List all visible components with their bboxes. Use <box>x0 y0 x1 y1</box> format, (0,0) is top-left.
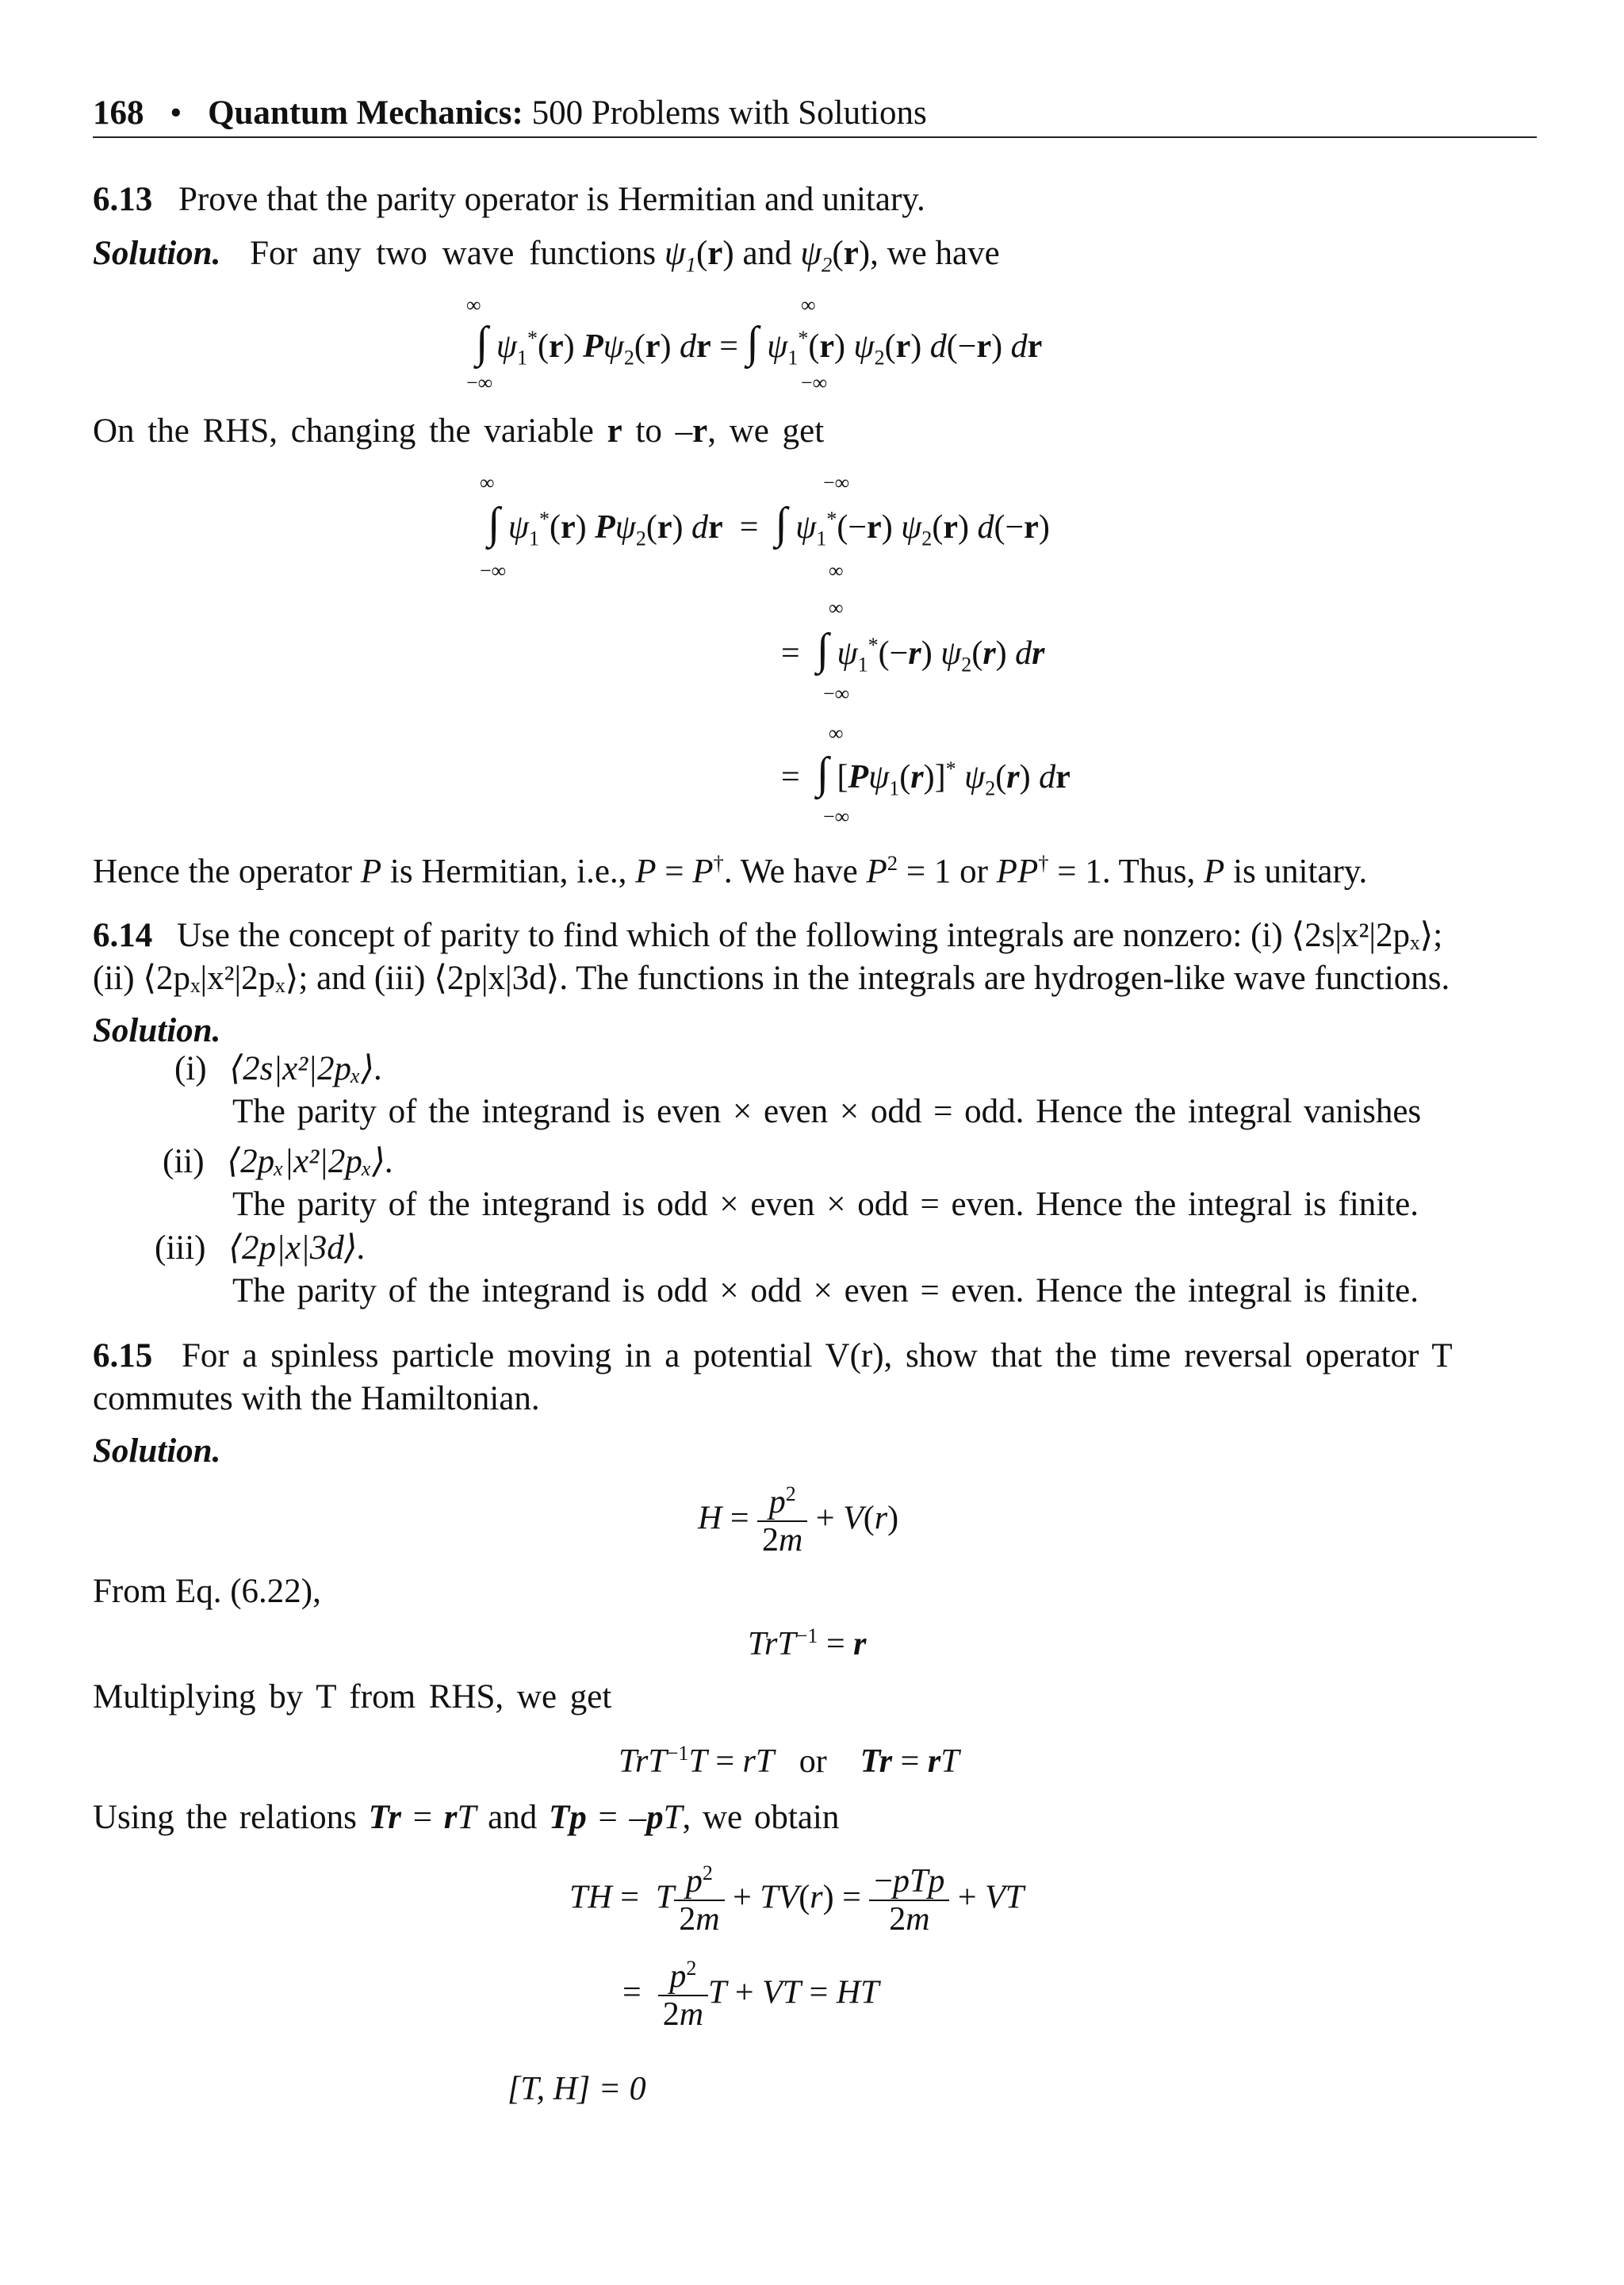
multiplying-text: Multiplying by T from RHS, we get <box>93 1678 612 1716</box>
limit-lower: −∞ <box>823 805 850 828</box>
solution-label: Solution. <box>93 1012 221 1049</box>
limit-upper: ∞ <box>829 722 844 745</box>
problem-number: 6.14 <box>93 917 153 954</box>
psi1-symbol: $\psi_1$ <box>664 235 696 277</box>
hermitian-conclusion: Hence the operator P is Hermitian, i.e., P = P†. We have $P^2 = 1$ or PP† = 1. Thus, P is unitary. <box>93 851 1368 891</box>
using-relations-text: Using the relations Tr = rT and Tp = –pT, we obtain <box>93 1799 840 1836</box>
problem-6-14-line1 <box>93 918 1442 953</box>
limit-lower: ∞ <box>829 559 844 582</box>
equation-hamiltonian: H = $\frac{p^2}{2m}$ + V(r) <box>698 1482 899 1559</box>
equation-commutator: [T, H] = 0 <box>508 2071 646 2107</box>
item-i: (i) ⟨2s|x²|2pₓ⟩. <box>174 1050 383 1087</box>
book-subtitle: 500 Problems with Solutions <box>531 94 927 132</box>
problem-number: 6.13 <box>93 181 153 218</box>
equation-parity-integral: ∫ $\psi_1^*(r)$ $P\psi_2(r)$ dr = ∫ $\psi_1^*(r)$ $\psi_2(r)$ d(−r) dr <box>476 318 1043 370</box>
limit-lower: −∞ <box>823 682 850 705</box>
rhs-change-text: On the RHS, changing the variable r to –r, we get <box>93 412 825 450</box>
solution-label: Solution. <box>93 1432 221 1470</box>
solution-label: Solution. <box>93 235 221 272</box>
header-bullet: • <box>170 94 182 132</box>
intro-end: , we have <box>870 235 1000 272</box>
problem-6-13-statement <box>93 182 925 217</box>
header-rule <box>93 136 1537 138</box>
item-ii: (ii) ⟨2pₓ|x²|2pₓ⟩. <box>163 1143 394 1180</box>
item-i-text: The parity of the integrand is even × even × odd = odd. Hence the integral vanishes <box>232 1093 1422 1130</box>
problem-6-14-line2: (ii) ⟨2pₓ|x²|2pₓ⟩; and (iii) ⟨2p|x|3d⟩. The functions in the integrals are hydrogen-like wave functions. <box>93 960 1450 997</box>
intro-text: For any two wave functions <box>250 235 657 272</box>
limit-upper: −∞ <box>823 471 850 494</box>
limit-upper: ∞ <box>829 596 844 619</box>
psi2-symbol: $\psi_2$ <box>800 235 833 277</box>
problem-6-15-line2: commutes with the Hamiltonian. <box>93 1380 540 1417</box>
from-eq-text: From Eq. (6.22), <box>93 1573 321 1610</box>
item-ii-text: The parity of the integrand is odd × even × odd = even. Hence the integral is finite. <box>232 1186 1419 1223</box>
limit-upper: ∞ <box>480 471 495 494</box>
problem-text: Prove that the parity operator is Hermitian and unitary. <box>178 181 925 218</box>
limit-upper: ∞ <box>466 293 481 316</box>
problem-number: 6.15 <box>93 1337 153 1374</box>
limit-lower: −∞ <box>801 371 828 394</box>
equation-th-result: = $\frac{p^2}{2m}$ T + VT = HT <box>622 1957 879 2034</box>
limit-lower: −∞ <box>480 559 507 582</box>
item-iii: (iii) ⟨2p|x|3d⟩. <box>155 1229 366 1267</box>
equation-variable-change: ∫ $\psi_1^*(r)$ $P\psi_2(r)$ dr = ∫ $\psi_1^*(-r)$ $\psi_2(r)$ d(−r) <box>488 499 1050 550</box>
equation-tr-rt: TrT$^{-1}$T = rT or Tr = rT <box>619 1742 959 1780</box>
equation-step-2: = ∫ $\psi_1^*(-r)$ $\psi_2(r)$ dr <box>781 625 1045 677</box>
item-iii-text: The parity of the integrand is odd × odd × even = even. Hence the integral is finite. <box>232 1272 1419 1309</box>
limit-upper: ∞ <box>801 293 816 316</box>
solution-6-13-intro: Solution. For any two wave functions $\psi_1(r)$ and $\psi_2(r)$, we have <box>93 235 1000 277</box>
page-number: 168 <box>93 94 144 132</box>
equation-step-3: = ∫ $[P\psi_1(r)]^*$ $\psi_2(r)$ dr <box>781 749 1071 800</box>
problem-text: For a spinless particle moving in a potential V(r), show that the time reversal operator T <box>182 1337 1453 1374</box>
equation-trt-inverse: TrT$^{-1}$ = r <box>748 1624 867 1662</box>
book-title: Quantum Mechanics: <box>208 94 523 132</box>
running-header <box>93 94 927 132</box>
and-word: and <box>742 235 792 272</box>
limit-lower: −∞ <box>466 371 493 394</box>
problem-text: Use the concept of parity to find which of the following integrals are nonzero: (i) ⟨2s|x²|2pₓ⟩; <box>177 917 1443 954</box>
problem-6-15-line1 <box>93 1339 1453 1373</box>
equation-th: TH = T $\frac{p^2}{2m}$ + TV(r) = $\frac{\text{−pTp}}{2m}$ + VT <box>569 1861 1025 1938</box>
